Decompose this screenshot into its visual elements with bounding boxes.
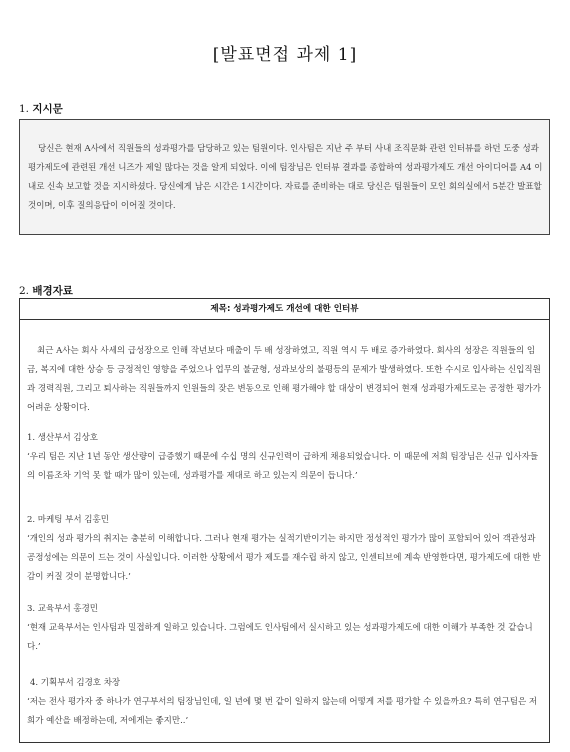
- interviewee: 1. 생산부서 김상호: [27, 433, 98, 443]
- instruction-text: 당신은 현재 A사에서 직원들의 성과평가를 담당하고 있는 팀원이다. 인사팀은 지난 주 부터 사내 조직문화 관련 인터뷰를 하던 도중 성과평가제도에 관련된 개선 니즈가 제일 많다는 것을 알게 되었다. 이에 팀장님은 인터뷰 결과를 종합하여 성과평가제도 개선 아이디어를 A4 이내로 신속 보고할 것을 지시하셨다. 당신에게 남은 시간은 1시간이다. 자료를 준비하는 대로 당신은 팀원들이 모인 회의실에서 5분간 발표할 것이며, 이후 질의응답이 이어질 것이다.: [28, 144, 543, 211]
- background-box: [19, 298, 550, 743]
- interview-quote: ‘현재 교육부서는 인사팀과 밀접하게 일하고 있습니다. 그럼에도 인사팀에서 실시하고 있는 성과평가제도에 대한 이해가 부족한 것 같습니다.’: [27, 623, 533, 652]
- subject-text: : 성과평가제도 개선에 대한 인터뷰: [226, 304, 359, 314]
- divider: [20, 319, 549, 320]
- instruction-box: [19, 119, 550, 235]
- interview-item: [27, 600, 544, 657]
- section-heading-background: [19, 283, 73, 298]
- page-title: [발표면접 과제 1]: [212, 45, 358, 65]
- interview-item: [27, 674, 544, 731]
- section-title: 지시문: [32, 103, 63, 115]
- interview-quote: ‘저는 전사 평가자 중 하나가 연구부서의 팀장님인데, 일 년에 몇 번 같이 일하지 않는데 어떻게 저를 평가할 수 있을까요? 특히 연구팀은 저희가 예산을 배정하는데, 저에게는 좋지만..’: [27, 697, 538, 726]
- section-heading-instructions: [19, 101, 63, 116]
- interviewee: 2. 마케팅 부서 김홍민: [27, 515, 109, 525]
- interviewee: 3. 교육부서 홍경민: [27, 604, 98, 614]
- section-number: 2.: [19, 285, 30, 297]
- interview-quote: ‘우리 팀은 지난 1년 동안 생산량이 급증했기 때문에 수십 명의 신규인력이 급하게 채용되었습니다. 이 때문에 저희 팀장님은 신규 입사자들의 이름조차 기억 못 할 때가 많이 있는데, 성과평가를 제대로 하고 있는지 의문이 듭니다.’: [27, 452, 539, 481]
- interview-quote: ‘개인의 성과 평가의 취지는 충분히 이해합니다. 그러나 현재 평가는 실적기반이기는 하지만 정성적인 평가가 많이 포함되어 있어 객관성과 공정성에는 의문이 드는 것이 사실입니다. 이러한 상황에서 평가 제도를 재수립 하지 않고, 인센티브에 계속 반영한다면, 평가제도에 대한 반감이 커질 것이 분명합니다.’: [27, 534, 541, 582]
- subject-label: 제목: [210, 304, 227, 314]
- section-number: 1.: [19, 103, 30, 115]
- interview-subject: [20, 302, 549, 314]
- interviewee: 4. 기획부서 김경호 차장: [30, 678, 121, 688]
- interview-item: [27, 511, 544, 587]
- section-title: 배경자료: [32, 285, 73, 297]
- background-intro: 최근 A사는 회사 사세의 급성장으로 인해 작년보다 매출이 두 배 성장하였고, 직원 역시 두 배로 증가하였다. 회사의 성장은 직원들의 임금, 복지에 대한 상승 등 긍정적인 영향을 주었으나 업무의 불균형, 성과보상의 불평등의 문제가 발생하였다. 또한 수시로 입사하는 신입직원과 경력직원, 그리고 퇴사하는 직원들까지 인원들의 잦은 변동으로 인해 평가해야 할 대상이 변경되어 현재 성과평가제도로는 공정한 평가가 어려운 상황이다.: [27, 346, 541, 413]
- interview-item: [27, 429, 544, 486]
